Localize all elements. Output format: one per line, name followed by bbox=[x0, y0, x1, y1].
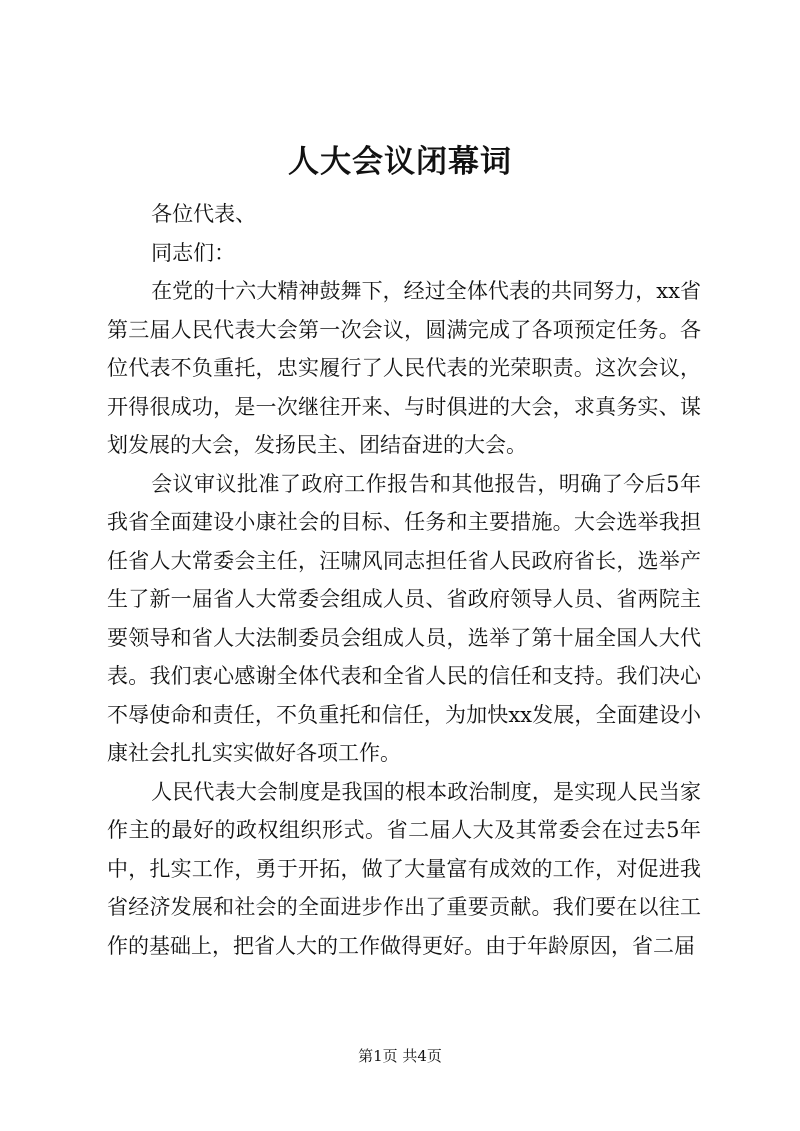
document-title: 人大会议闭幕词 bbox=[288, 144, 512, 180]
page-number-footer: 第1页 共4页 bbox=[358, 1047, 442, 1065]
body-paragraph: 会议审议批准了政府工作报告和其他报告，明确了今后5年我省全面建设小康社会的目标、任务和主要措施。大会选举我担任省人大常委会主任，汪啸风同志担任省人民政府省长，选举产生了新一届省人大常委会组成人员、省政府领导人员、省两院主要领导和省人大法制委员会组成人员，选举了第十届全国人大代表。我们衷心感谢全体代表和全省人民的信任和支持。我们决心不辱使命和责任，不负重托和信任，为加快xx发展，全面建设小康社会扎扎实实做好各项工作。 bbox=[107, 471, 701, 765]
salutation-line: 各位代表、 bbox=[151, 202, 257, 226]
salutation-line: 同志们： bbox=[151, 240, 236, 265]
document-body bbox=[107, 195, 701, 965]
body-paragraph: 在党的十六大精神鼓舞下，经过全体代表的共同努力，xx省第三届人民代表大会第一次会议，圆满完成了各项预定任务。各位代表不负重托，忠实履行了人民代表的光荣职责。这次会议，开得很成功，是一次继往开来、与时俱进的大会，求真务实、谋划发展的大会，发扬民主、团结奋进的大会。 bbox=[107, 279, 701, 457]
body-paragraph: 人民代表大会制度是我国的根本政治制度，是实现人民当家作主的最好的政权组织形式。省二届人大及其常委会在过去5年中，扎实工作，勇于开拓，做了大量富有成效的工作，对促进我省经济发展和社会的全面进步作出了重要贡献。我们要在以往工作的基础上，把省人大的工作做得更好。由于年龄原因，省二届 bbox=[107, 779, 701, 958]
